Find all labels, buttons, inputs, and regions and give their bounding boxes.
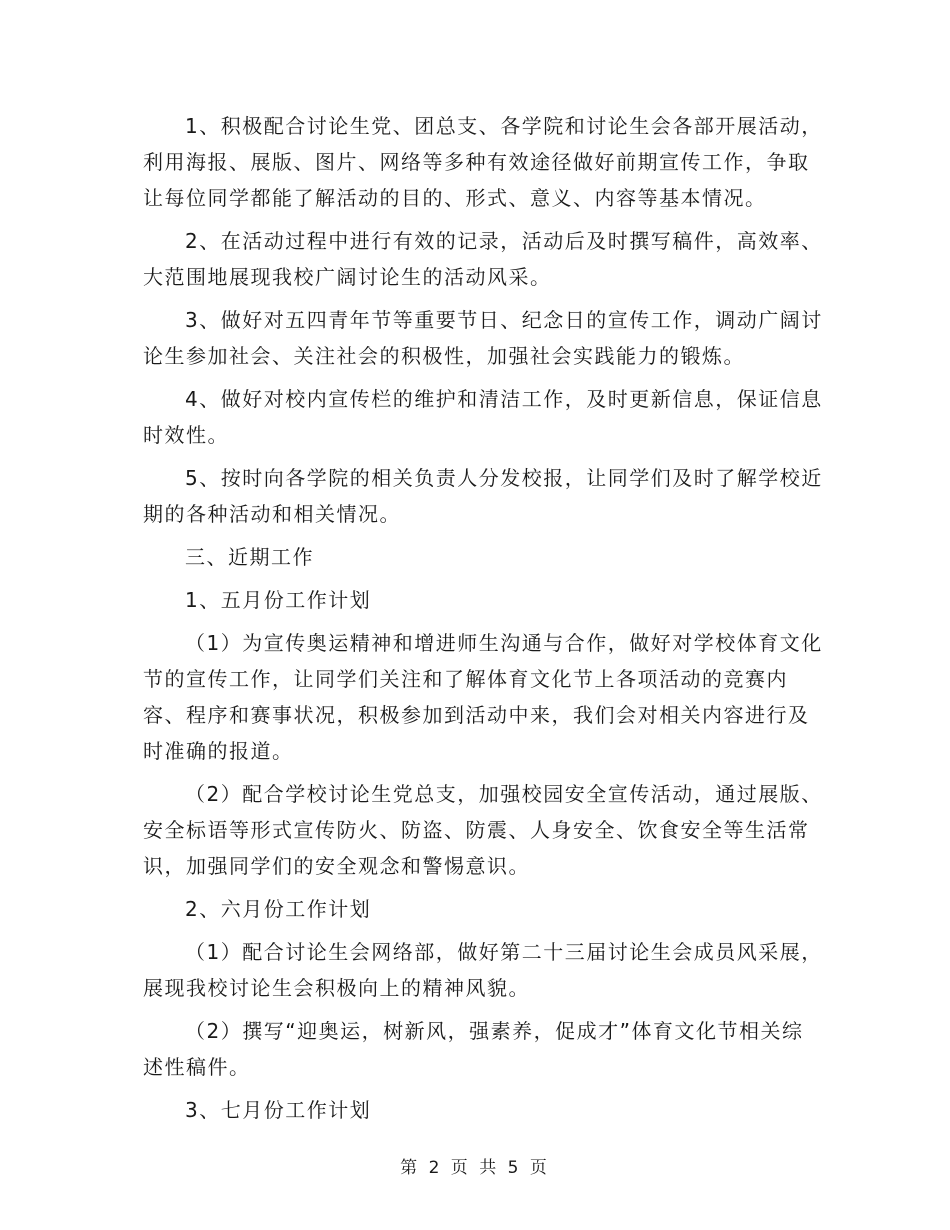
subheading-july-plan: 3、七月份工作计划 [185,1098,372,1122]
paragraph-june-2: （2）撰写“迎奥运，树新风，强素养，促成才”体育文化节相关综述性稿件。 [143,1019,804,1079]
paragraph-5: 5、按时向各学院的相关负责人分发校报，让同学们及时了解学校近期的各种活动和相关情况。 [143,466,823,526]
paragraph-1: 1、积极配合讨论生党、团总支、各学院和讨论生会各部开展活动，利用海报、展版、图片、网络等多种有效途径做好前期宣传工作，争取让每位同学都能了解活动的目的、形式、意义、内容等基本情况。 [143,114,823,210]
paragraph-may-1: （1）为宣传奥运精神和增进师生沟通与合作，做好对学校体育文化节的宣传工作，让同学们关注和了解体育文化节上各项活动的竞赛内容、程序和赛事状况，积极参加到活动中来，我们会对相关内容进行及时准确的报道。 [143,631,823,763]
paragraph-4: 4、做好对校内宣传栏的维护和清洁工作，及时更新信息，保证信息时效性。 [143,387,823,447]
paragraph-2: 2、在活动过程中进行有效的记录，活动后及时撰写稿件，高效率、大范围地展现我校广阔讨论生的活动风采。 [143,229,823,289]
subheading-may-plan: 1、五月份工作计划 [185,588,372,612]
paragraph-june-1: （1）配合讨论生会网络部，做好第二十三届讨论生会成员风采展，展现我校讨论生会积极向上的精神风貌。 [143,940,823,1000]
subheading-june-plan: 2、六月份工作计划 [185,897,372,921]
page-number-footer: 第 2 页 共 5 页 [400,1158,550,1178]
paragraph-3: 3、做好对五四青年节等重要节日、纪念日的宣传工作，调动广阔讨论生参加社会、关注社会的积极性，加强社会实践能力的锻炼。 [143,308,823,368]
document-body [143,108,823,1135]
section-heading-recent-work: 三、近期工作 [185,545,314,569]
paragraph-may-2: （2）配合学校讨论生党总支，加强校园安全宣传活动，通过展版、安全标语等形式宣传防火、防盗、防震、人身安全、饮食安全等生活常识，加强同学们的安全观念和警惕意识。 [143,782,823,878]
